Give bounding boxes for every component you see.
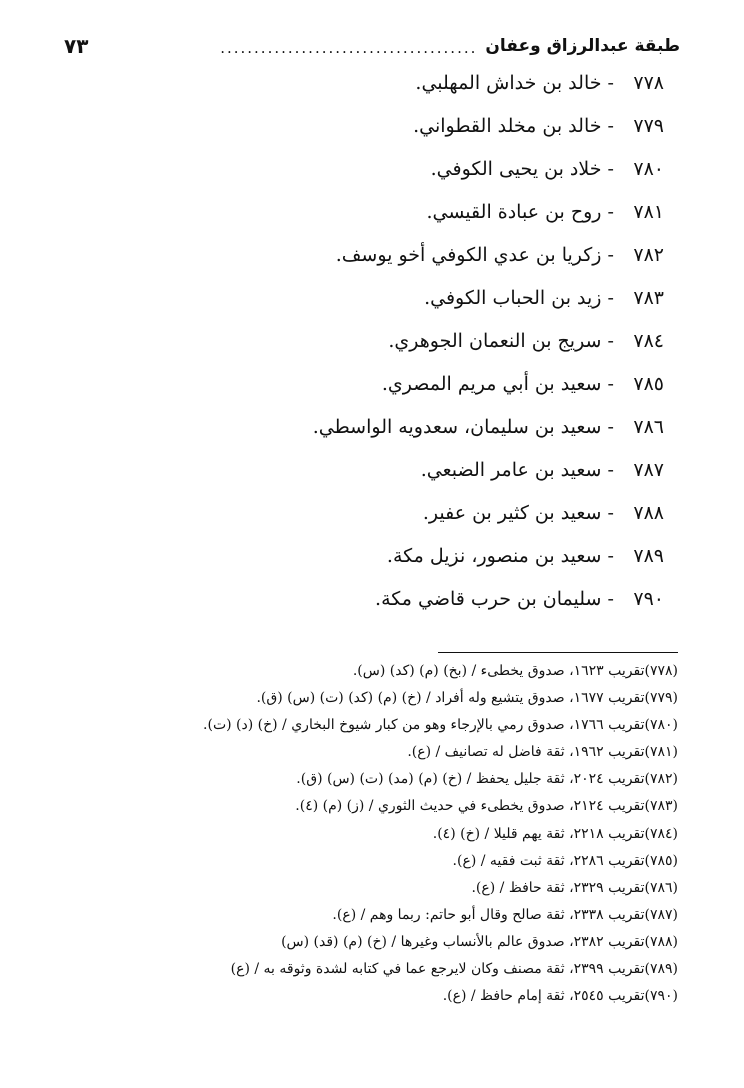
footnote: (٧٩٠)تقريب ٢٥٤٥، ثقة إمام حافظ / (ع). [442,988,678,1005]
footnote: (٧٨٨)تقريب ٢٣٨٢، صدوق عالم بالأنساب وغيرها / (خ) (م) (قد) (س) [281,933,678,950]
footnote-divider [438,652,678,653]
footnote-list [58,658,678,1010]
narrator-entry [64,363,664,406]
entry-number: ٧٧٨ [633,72,664,94]
entry-separator: - [607,502,614,524]
entry-text: خالد بن خداش المهلبي. [415,72,602,94]
entry-number: ٧٨٢ [633,244,664,266]
narrator-entry [64,406,664,449]
footnote: (٧٧٩)تقريب ١٦٧٧، صدوق يتشيع وله أفراد / (خ) (م) (كد) (ت) (س) (ق). [256,690,678,707]
running-header-leader-dots: ...................................... [220,40,478,56]
narrator-entry [64,277,664,320]
entry-text: سعيد بن منصور، نزيل مكة. [386,545,602,567]
entry-text: زكريا بن عدي الكوفي أخو يوسف. [335,244,602,266]
narrator-entry [64,492,664,535]
entry-number: ٧٨٥ [633,373,664,395]
entry-number: ٧٨٤ [633,330,664,352]
narrator-entry-list [64,62,664,621]
entry-number: ٧٨٩ [633,545,664,567]
entry-separator: - [607,416,614,438]
running-header-title: طبقة عبدالرزاق وعفان [485,36,680,56]
footnote: (٧٨١)تقريب ١٩٦٢، ثقة فاضل له تصانيف / (ع). [407,744,678,761]
entry-text: سعيد بن عامر الضبعي. [420,459,602,481]
entry-separator: - [607,201,614,223]
footnote: (٧٨٢)تقريب ٢٠٢٤، ثقة جليل يحفظ / (خ) (م) (مد) (ت) (س) (ق). [296,771,678,788]
running-header [64,32,680,60]
narrator-entry [64,535,664,578]
narrator-entry [64,320,664,363]
entry-text: سريج بن النعمان الجوهري. [388,330,602,352]
entry-text: روح بن عبادة القيسي. [426,201,602,223]
entry-separator: - [607,588,614,610]
entry-text: زيد بن الحباب الكوفي. [424,287,602,309]
entry-text: خالد بن مخلد القطواني. [413,115,602,137]
entry-number: ٧٨٠ [633,158,664,180]
narrator-entry [64,105,664,148]
entry-number: ٧٩٠ [633,588,664,610]
entry-number: ٧٨١ [633,201,664,223]
footnote: (٧٨٠)تقريب ١٧٦٦، صدوق رمي بالإرجاء وهو من كبار شيوخ البخاري / (خ) (د) (ت). [203,717,678,734]
entry-text: سليمان بن حرب قاضي مكة. [375,588,602,610]
entry-separator: - [607,244,614,266]
page-number: ٧٣ [64,34,89,58]
entry-number: ٧٨٧ [633,459,664,481]
entry-separator: - [607,373,614,395]
entry-separator: - [607,72,614,94]
narrator-entry [64,148,664,191]
entry-number: ٧٨٣ [633,287,664,309]
entry-number: ٧٨٦ [633,416,664,438]
entry-separator: - [607,158,614,180]
narrator-entry [64,578,664,621]
entry-separator: - [607,330,614,352]
entry-separator: - [607,459,614,481]
entry-text: سعيد بن كثير بن عفير. [422,502,602,524]
footnote: (٧٧٨)تقريب ١٦٢٣، صدوق يخطىء / (بخ) (م) (كد) (س). [352,663,678,679]
entry-number: ٧٨٨ [633,502,664,524]
footnote: (٧٨٦)تقريب ٢٣٢٩، ثقة حافظ / (ع). [471,879,678,896]
entry-separator: - [607,287,614,309]
narrator-entry [64,449,664,492]
entry-text: سعيد بن سليمان، سعدويه الواسطي. [312,416,602,438]
narrator-entry [64,191,664,234]
footnote: (٧٨٧)تقريب ٢٣٣٨، ثقة صالح وقال أبو حاتم: ربما وهم / (ع). [332,906,678,923]
footnote: (٧٨٣)تقريب ٢١٢٤، صدوق يخطىء في حديث الثوري / (ز) (م) (٤). [295,798,678,815]
entry-text: خلاد بن يحيى الكوفي. [430,158,602,180]
narrator-entry [64,62,664,105]
entry-separator: - [607,115,614,137]
footnote: (٧٨٩)تقريب ٢٣٩٩، ثقة مصنف وكان لايرجع عما في كتابه لشدة وثوقه به / (ع) [230,961,678,978]
footnote: (٧٨٤)تقريب ٢٢١٨، ثقة يهم قليلا / (خ) (٤). [432,825,678,842]
entry-separator: - [607,545,614,567]
narrator-entry [64,234,664,277]
entry-number: ٧٧٩ [633,115,664,137]
footnote: (٧٨٥)تقريب ٢٢٨٦، ثقة ثبت فقيه / (ع). [452,852,678,869]
entry-text: سعيد بن أبي مريم المصري. [381,373,602,395]
